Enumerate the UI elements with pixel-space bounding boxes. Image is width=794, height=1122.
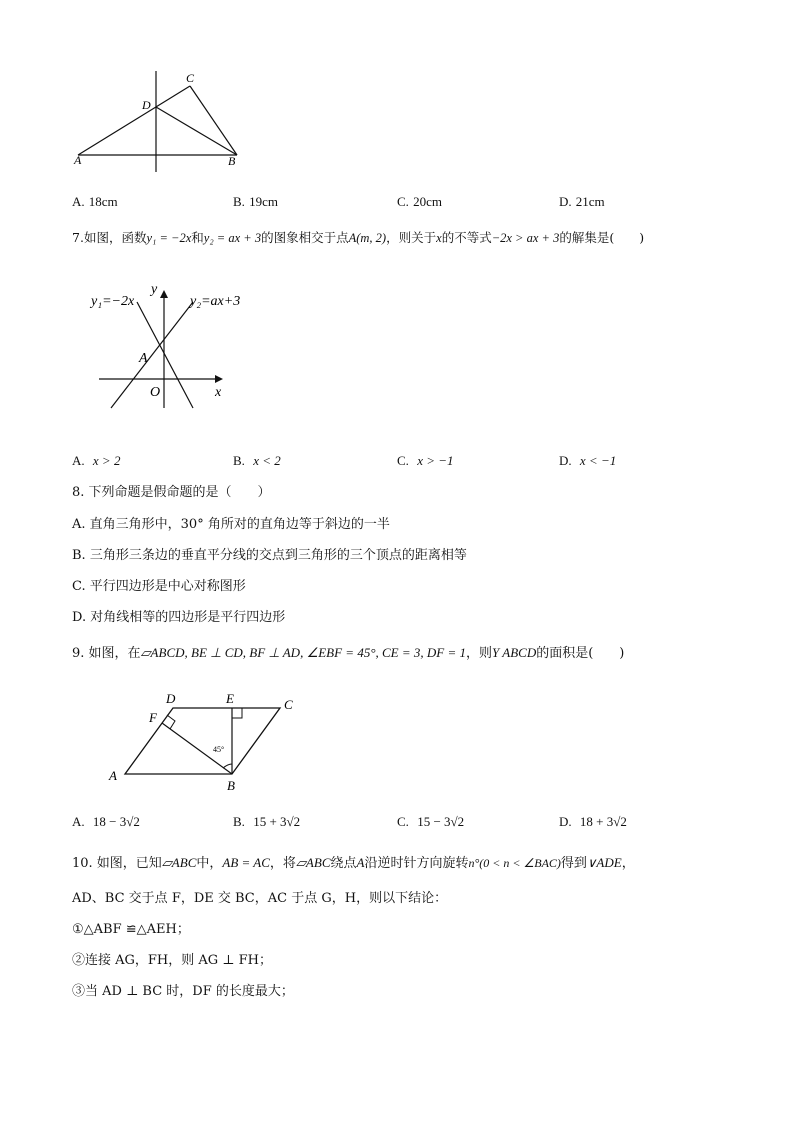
q6-option-c: C. 20cm <box>397 194 442 209</box>
graph-origin-label: O <box>150 385 161 400</box>
fig9-label-b: B <box>227 778 235 793</box>
q9-stem: 9. 如图，在▱ABCD, BE ⊥ CD, BF ⊥ AD, ∠EBF = 45°, CE = 3, DF = 1，则Y ABCD的面积是( ) <box>72 645 625 661</box>
label-a: A <box>74 153 82 167</box>
q7-option-c: C. x > −1 <box>397 453 454 468</box>
graph-point-a-label: A <box>139 351 148 366</box>
q9-option-b: B. 15 + 3√2 <box>233 814 301 829</box>
graph-y2-label: y₂=ax+3 <box>190 294 241 309</box>
q9-option-d: D. 18 + 3√2 <box>559 814 627 829</box>
q10-line2: AD、BC 交于点 F，DE 交 BC，AC 于点 G，H，则以下结论： <box>72 891 448 906</box>
figure-triangle-abc <box>70 65 250 175</box>
q8-option-b: B. 三角形三条边的垂直平分线的交点到三角形的三个顶点的距离相等 <box>72 548 467 563</box>
label-c: C <box>186 71 195 85</box>
q10-conclusion-3: ③当 AD ⊥ BC 时，DF 的长度最大； <box>72 984 294 999</box>
angle-45-label: 45° <box>213 745 225 754</box>
fig9-label-a: A <box>109 768 117 783</box>
figure-q7-graph <box>85 280 255 420</box>
fig9-label-c: C <box>284 697 293 712</box>
q8-option-c: C. 平行四边形是中心对称图形 <box>72 579 246 594</box>
q10-conclusion-1: ①△ABF ≌△AEH； <box>72 922 190 937</box>
fig9-label-e: E <box>226 691 234 706</box>
q6-option-a: A. 18cm <box>72 194 118 209</box>
q8-stem: 8. 下列命题是假命题的是（ ） <box>72 485 271 500</box>
label-d: D <box>142 98 151 112</box>
q9-option-a: A. 18 − 3√2 <box>72 814 140 829</box>
q7-option-d: D. x < −1 <box>559 453 617 468</box>
fig9-label-f: F <box>149 710 157 725</box>
graph-x-axis-label: x <box>215 385 222 400</box>
q8-option-d: D. 对角线相等的四边形是平行四边形 <box>72 610 286 625</box>
graph-y-axis-label: y <box>151 282 158 297</box>
q7-stem: 7.如图，函数y₁ = −2x和y₂ = ax + 3的图象相交于点A(m, 2)，则关于x的不等式−2x > ax + 3的解集是( ) <box>72 230 645 245</box>
q6-option-b: B. 19cm <box>233 194 278 209</box>
label-b: B <box>228 154 236 168</box>
q9-option-c: C. 15 − 3√2 <box>397 814 465 829</box>
q8-option-a: A. 直角三角形中，30° 角所对的直角边等于斜边的一半 <box>72 517 390 532</box>
figure-parallelogram <box>105 688 305 798</box>
q10-line1: 10. 如图，已知▱ABC中，AB = AC，将▱ABC绕点A沿逆时针方向旋转n°(0 < n < ∠BAC)得到∨ADE， <box>72 855 635 871</box>
q10-conclusion-2: ②连接 AG，FH，则 AG ⊥ FH； <box>72 953 273 968</box>
fig9-label-d: D <box>166 691 176 706</box>
q7-option-a: A. x > 2 <box>72 453 121 468</box>
q7-option-b: B. x < 2 <box>233 453 281 468</box>
q6-option-d: D. 21cm <box>559 194 605 209</box>
graph-y1-label: y₁=−2x <box>91 294 135 309</box>
